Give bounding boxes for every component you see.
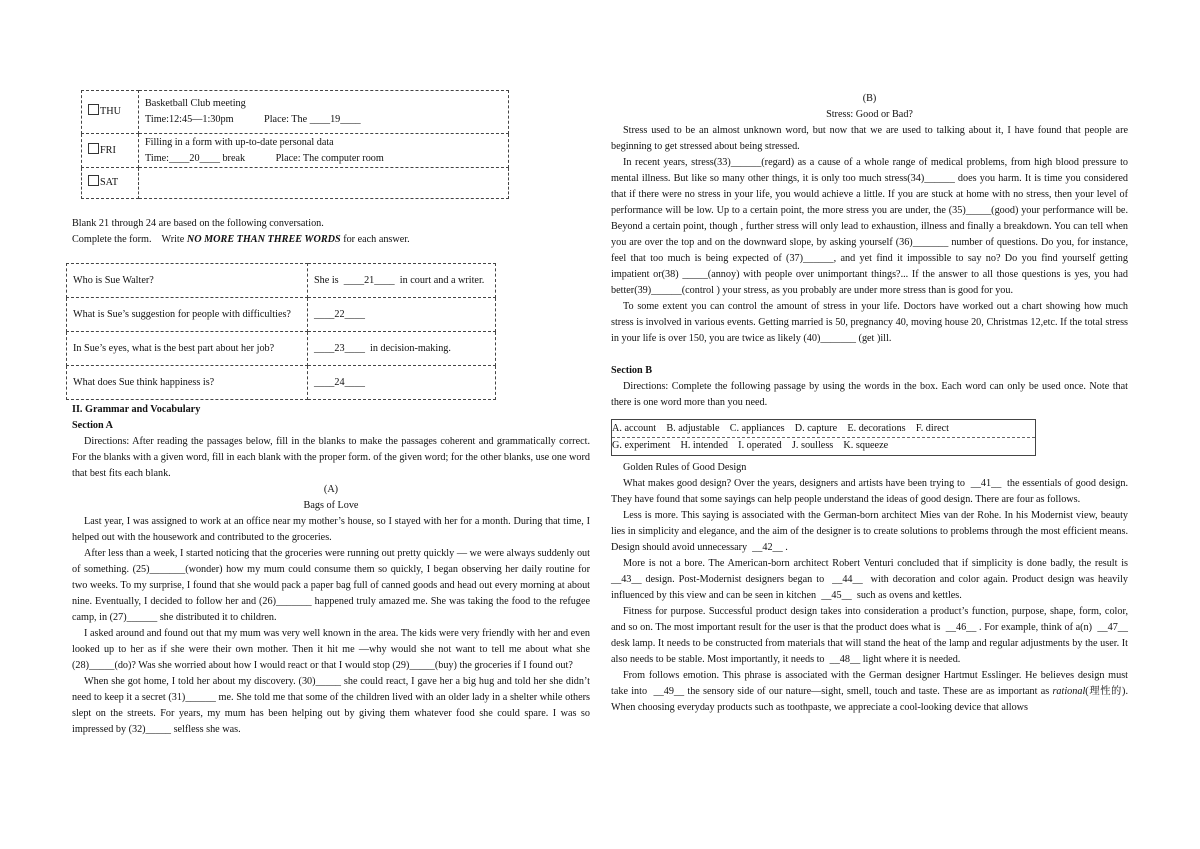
checkbox-icon [88, 175, 99, 186]
section-a-heading: Section A [72, 420, 114, 431]
form-answer: ____23____ in decision-making. [308, 332, 496, 366]
form-row [67, 332, 496, 366]
passage-title: Bags of Love [303, 500, 359, 511]
paragraph: Fitness for purpose. Successful product design takes into consideration a product’s function, purpose, shape, form, color, and so on. The most important result for the user is that the product does what is __46__ . For example, think of a(n) __47__ desk lamp. It needs to be constructed from materials that will stand the heat of the lamp and regular adjustments by the user. It also needs to be stable. Most importantly, it needs to __48__ light where it is needed. [611, 606, 1134, 665]
left-column-body [72, 402, 590, 738]
instruction-text: for each answer. [340, 234, 410, 245]
paragraph: What makes good design? Over the years, designers and artists have been trying to __41__ the essentials of good design. They have found that some sayings can help people understand the ideas of good design. There are four as follows. [611, 478, 1131, 505]
paragraph [611, 668, 1131, 716]
passage-title: Golden Rules of Good Design [623, 462, 747, 473]
paragraph: In recent years, stress(33)______(regard) as a cause of a whole range of medical problems, from high blood pressure to mental illness. But like so many other things, it is only too much stress(34)______ does you harm. It is time you considered that if there were no stress in your life, you would achieve a little. If you are stuck at home with no stress, then your level of performance will be low. Up to a certain point, the more stress you are under, the (35)_____(good) your performance will be. Beyond a certain point, though , further stress will only lead to exhaustion, illness and finally a breakdown. You can tell when you are over the top and on the downward slope, by asking yourself (36)_______ number of questions. Do you, for instance, feel that too much is being expected of (37)______, and yet find it impossible to say no? Do you find yourself getting impatient or(38) _____(annoy) with people over unimportant things?... If the answer to all those questions is yes, you had better(39)______(control ) your stress, as you probably are under more stress than is good for you. [611, 157, 1128, 296]
schedule-day [82, 168, 139, 199]
form-question: Who is Sue Walter? [67, 264, 308, 298]
passage-title: Stress: Good or Bad? [826, 109, 913, 120]
schedule-event: Basketball Club meeting [145, 98, 246, 109]
schedule-row [82, 168, 509, 199]
word-box [611, 419, 1036, 456]
paragraph: When she got home, I told her about my discovery. (30)_____ she could react, I gave her a big hug and told her she didn’t need to keep it a secret (31)______ me. She told me that some of the children lived with an older lady in a shelter while others slept on the streets. For years, my mum has been helping out by giving them whatever food she could spare. I was so impressed by (32)_____ selfless she was. [72, 676, 590, 735]
instruction-text: Complete the form. Write [72, 234, 187, 245]
paragraph-text: From follows emotion. This phrase is associated with the German designer Hartmut Esslinger. He believes design must take into __49__ the sensory side of our nature—sight, smell, touch and taste. These are as important as [611, 670, 1131, 697]
schedule-time: Time:____20____ break Place: The computer room [145, 152, 384, 164]
checkbox-icon [88, 104, 99, 115]
passage-label: (B) [862, 93, 877, 104]
form-answer: ____24____ [308, 366, 496, 400]
form-answer: ____22____ [308, 298, 496, 332]
form-row [67, 264, 496, 298]
paragraph: Less is more. This saying is associated with the German-born architect Mies van der Rohe. In his Modernist view, beauty lies in simplicity and elegance, and the aim of the designer is to create solutions to problems through the most efficient means. Design should avoid unnecessary __42__ . [611, 510, 1131, 553]
paragraph: I asked around and found out that my mum was very well known in the area. The kids were very friendly with her and even looked up to her as if she were their own mother. Then it hit me —why would she not want to tell me about what she (28)_____(do)? Was she worried about how I would react or that I would stop (29)_____(buy) the groceries if I found out? [72, 628, 590, 671]
instruction-emphasis: NO MORE THAN THREE WORDS [186, 234, 341, 245]
schedule-table [81, 90, 509, 199]
form-row [67, 366, 496, 400]
schedule-details [139, 168, 509, 199]
section-a-directions: Directions: After reading the passages below, fill in the blanks to make the passages coherent and grammatically correct. For the blanks with a given word, fill in each blank with the proper form. of the given word; for the other blanks, use one word that best fits each blank. [72, 436, 590, 479]
italic-term: rational [1052, 686, 1086, 697]
form-question: What is Sue’s suggestion for people with difficulties? [67, 298, 308, 332]
word-box-line: G. experiment H. intended I. operated J. soulless K. squeeze [612, 437, 1035, 454]
answer-form-table [66, 263, 496, 400]
form-question: In Sue’s eyes, what is the best part about her job? [67, 332, 308, 366]
day-label: THU [100, 106, 121, 117]
section-b-heading: Section B [611, 365, 653, 376]
form-instruction [72, 232, 590, 248]
paragraph: To some extent you can control the amount of stress in your life. Doctors have worked out a chart showing how much stress is involved in various events. Getting married is 50, pregnancy 40, moving house 20, Christmas 12,etc. If the total stress in your life is over 150, you are twice as likely (40)_______ (get )ill. [611, 301, 1128, 344]
form-answer: She is ____21____ in court and a writer. [308, 264, 496, 298]
section-title: II. Grammar and Vocabulary [72, 404, 201, 415]
day-label: FRI [100, 144, 116, 156]
section-b-directions: Directions: Complete the following passage by using the words in the box. Each word can only be used once. Note that there is one word more than you need. [611, 381, 1128, 408]
schedule-details [139, 134, 509, 168]
form-row [67, 298, 496, 332]
paragraph-text: (理性的). When choosing everyday products such as toothpaste, we appreciate a cool-looking device that allows [611, 686, 1131, 713]
schedule-day [82, 134, 139, 168]
spacer [611, 347, 1128, 363]
paragraph: Last year, I was assigned to work at an office near my mother’s house, so I stayed with her for a month. During that time, I helped out with the housework and contributed to the groceries. [72, 516, 590, 543]
schedule-event: Filling in a form with up-to-date personal data [145, 136, 334, 148]
form-question: What does Sue think happiness is? [67, 366, 308, 400]
schedule-row [82, 134, 509, 168]
checkbox-icon [88, 143, 99, 154]
schedule-time: Time:12:45—1:30pm Place: The ____19____ [145, 114, 361, 125]
form-intro: Blank 21 through 24 are based on the following conversation. [72, 218, 324, 229]
schedule-row [82, 91, 509, 134]
paragraph: Stress used to be an almost unknown word, but now that we are used to talking about it, I have found that people are beginning to get stressed about being stressed. [611, 125, 1128, 152]
passage-label: (A) [323, 484, 339, 495]
paragraph: More is not a bore. The American-born architect Robert Venturi concluded that if simplicity is done badly, the result is __43__ design. Post-Modernist designers began to __44__ with decoration and color again. Product design was heavily influenced by this view and can be seen in kitchen __45__ such as ovens and kettles. [611, 558, 1134, 601]
schedule-details [139, 91, 509, 134]
paragraph: After less than a week, I started noticing that the groceries were running out pretty quickly — we were always suddenly out of something. (25)_______(wonder) how my mum could consume them so quickly, I began observing her daily routine for two weeks. To my surprise, I found that she would pack a paper bag full of canned goods and head out every morning at about nine. Eventually, I decided to follow her and (26)_______ happened truly amazed me. She was taking the food to the refugee camp, in (27)______ she distributed it to children. [72, 548, 590, 623]
day-label: SAT [100, 177, 119, 188]
right-column [611, 91, 1134, 716]
schedule-day [82, 91, 139, 134]
word-box-line: A. account B. adjustable C. appliances D. capture E. decorations F. direct [612, 423, 949, 434]
